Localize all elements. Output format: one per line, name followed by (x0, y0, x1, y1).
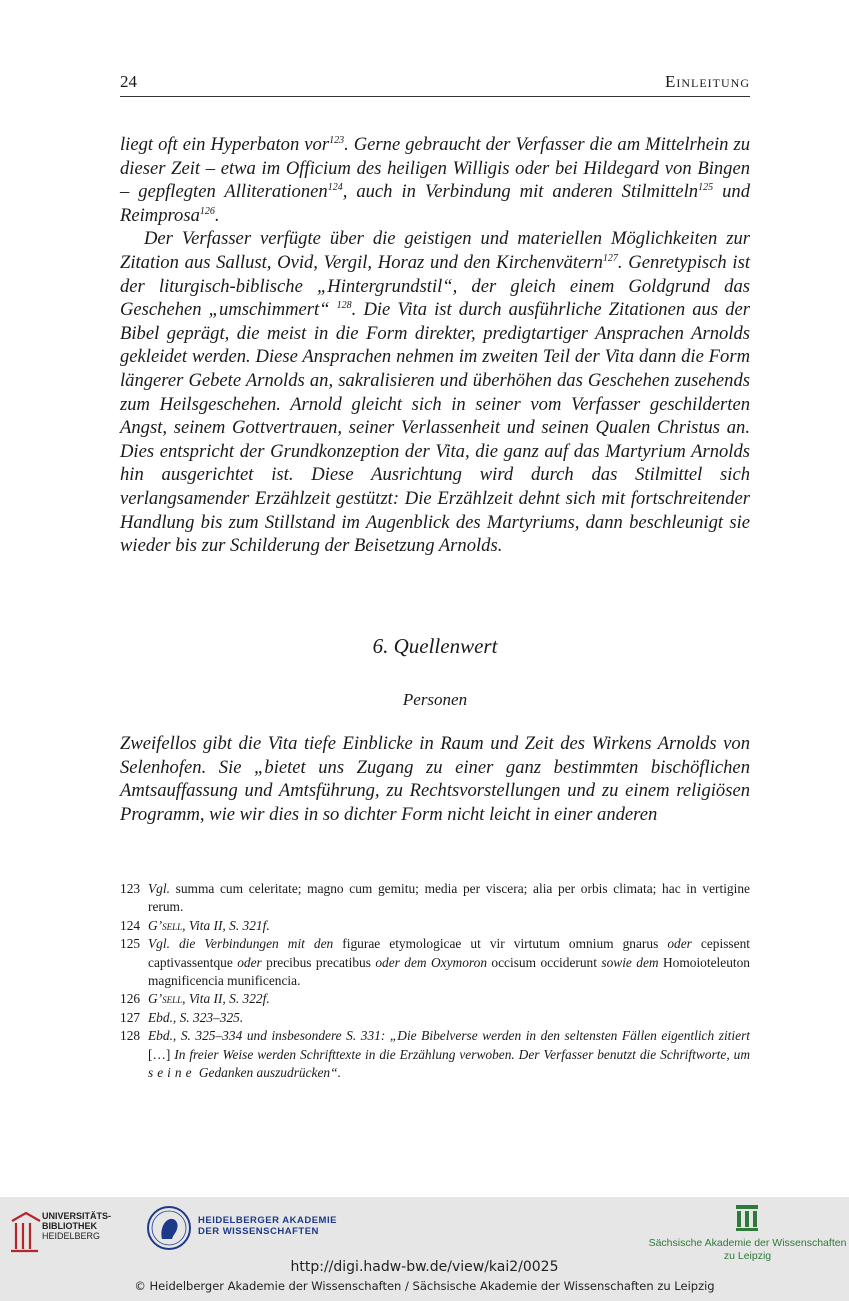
footnote-text (148, 935, 750, 990)
text-line: BIBLIOTHEK (42, 1221, 97, 1231)
footnote-ref-128[interactable]: 128 (336, 300, 352, 312)
text-run: , Vita II, S. 321f. (182, 917, 270, 933)
subsection-heading: Personen (402, 690, 468, 709)
footnotes (120, 880, 750, 1082)
footnote-number: 125 (120, 936, 141, 952)
text-run: , auch in Verbindung mit anderen Stilmitteln (342, 181, 699, 203)
emphasized-word: seine (148, 1065, 196, 1081)
library-columns-icon (11, 1213, 40, 1251)
text-run: Der Verfasser verfügte über die geistigen und materiellen Möglichkeiten zur Zitation aus Sallust, Ovid, Vergil, Horaz und den Kirchenvätern (120, 228, 750, 273)
footnote-text (148, 990, 750, 1008)
footnote-text: Ebd., S. 323–325. (148, 1009, 244, 1025)
text-run: summa cum celeritate; magno cum gemitu; media per viscera; alia per orbis climata; hac in vertigine rerum. (148, 881, 750, 915)
footnote-number: 126 (120, 991, 141, 1007)
text-line: HEIDELBERGER AKADEMIE (198, 1215, 337, 1226)
academy-seal-icon[interactable] (146, 1205, 192, 1251)
text-run: oder dem Oxymoron (375, 954, 488, 970)
running-title: Einleitung (664, 72, 750, 91)
author-name: G’sell (148, 917, 183, 933)
paragraph-2 (120, 227, 750, 557)
page-number: 24 (120, 72, 137, 91)
academy-name (198, 1215, 337, 1237)
text-line: DER WISSENSCHAFTEN (198, 1226, 319, 1237)
page-header (120, 70, 750, 97)
footnote-ref-126[interactable]: 126 (199, 205, 215, 217)
text-line: zu Leipzig (723, 1250, 772, 1262)
text-line: HEIDELBERG (42, 1231, 101, 1241)
footnote-ref-125[interactable]: 125 (698, 182, 714, 194)
footnote-126 (120, 990, 750, 1008)
text-run: . Gerne gebraucht der Verfasser die am Mittelrhein zu dieser Zeit – etwa im Officium des heiligen Willigis oder bei Hildegard von Bingen – gepflegten Alliterationen (120, 134, 751, 203)
text-run: . (214, 204, 220, 226)
text-line: Sächsische Akademie der Wissenschaften (648, 1237, 847, 1249)
text-run: und Reimprosa (120, 181, 750, 226)
text-line: UNIVERSITÄTS- (42, 1211, 112, 1221)
footnote-124 (120, 917, 750, 935)
text-run: Vgl. (148, 881, 170, 896)
section-paragraph: Zweifellos gibt die Vita tiefe Einblicke in Raum und Zeit des Wirkens Arnolds von Selenhofen. Sie „bietet uns Zugang zu einer ganz bestimmten bischöflichen Amtsauffassung und Amtsführung, zu Rechtsvorstellungen und zu einem religiösen Programm, wie wir dies in so dichter Form nicht leicht in einer anderen (120, 733, 750, 825)
footnote-123 (120, 880, 750, 917)
footnote-text (148, 917, 750, 935)
text-run: In freier Weise werden Schrifttexte in die Erzählung verwoben. Der Verfasser benutzt die Schriftworte, um (174, 1046, 750, 1062)
footnote-128 (120, 1027, 750, 1082)
text-run: precibus precatibus (261, 954, 376, 970)
footer-band (0, 1197, 849, 1301)
text-run: cepissent captivassentque (148, 936, 750, 970)
text-run: . Genretypisch ist der liturgisch-biblische „Hintergrundstil“, der gleich einem Goldgrund das Geschehen „umschimmert“ (120, 251, 750, 321)
footnote-text (148, 1027, 750, 1082)
paragraph-1 (120, 133, 750, 227)
footnote-127 (120, 1009, 750, 1027)
section-heading: 6. Quellenwert (372, 634, 498, 658)
permalink-url[interactable]: http://digi.hadw-bw.de/view/kai2/0025 (290, 1259, 559, 1275)
text-run: sowie dem (601, 954, 659, 970)
copyright-notice: © Heidelberger Akademie der Wissenschaften / Sächsische Akademie der Wissenschaften zu Leipzig (134, 1279, 715, 1293)
footnote-number: 124 (120, 917, 141, 933)
text-run: oder (667, 936, 692, 952)
text-run: Vgl. die Verbindungen mit den (148, 936, 334, 952)
text-run: Gedanken auszudrücken“. (195, 1065, 341, 1081)
text-run: […] (148, 1046, 175, 1062)
text-run: Homoioteleuton magnificencia munificencia. (148, 954, 751, 989)
text-run: oder (237, 954, 262, 970)
text-run: figurae etymologicae ut vir virtutum omnium gnarus (333, 936, 668, 952)
text-run: Ebd., S. 325–334 und insbesondere S. 331: „Die Bibelverse werden in den seltensten Fällen eigentlich zitiert (148, 1028, 750, 1044)
author-name: G’sell (148, 991, 183, 1007)
saxon-academy-building-icon[interactable] (736, 1205, 758, 1231)
text-run: , Vita II, S. 322f. (182, 991, 270, 1007)
footnote-ref-123[interactable]: 123 (329, 135, 345, 146)
text-run: occisum occiderunt (487, 954, 602, 970)
footnote-ref-124[interactable]: 124 (327, 182, 343, 194)
university-library-name (42, 1211, 111, 1241)
footnote-125 (120, 935, 750, 990)
footnote-number: 123 (120, 881, 141, 896)
footnote-text (148, 880, 750, 917)
footnote-number: 127 (120, 1009, 141, 1025)
text-run: . Die Vita ist durch ausführliche Zitationen aus der Bibel geprägt, die meist in die Form direkter, predigtartiger Ansprachen Arnolds gekleidet werden. Diese Ansprachen nehmen im zweiten Teil der Vita dann die Form längerer Gebete Arnolds an, sakralisieren und überhöhen das Geschehen zusehends zum Heilsgeschehen. Arnold gleicht sich in seiner vom Verfasser geschilderten Angst, seinem Gottvertrauen, seiner Verlassenheit und seinen Qualen Christus an. Dies entspricht der Grundkonzeption der Vita, die ganz auf das Martyrium Arnolds hin ausgerichtet ist. Diese Ausrichtung wird durch das Stilmittel sich verlangsamender Erzählzeit gestützt: Die Erzählzeit dehnt sich mit fortschreitender Handlung bis zum Stillstand im Augenblick des Martyriums, dann beschleunigt sie wieder bis zur Schilderung der Beisetzung Arnolds. (120, 299, 750, 557)
footnote-number: 128 (120, 1028, 141, 1044)
body-text (120, 133, 750, 558)
text-run: liegt oft ein Hyperbaton vor (120, 134, 330, 155)
footnote-ref-127[interactable]: 127 (602, 252, 618, 264)
